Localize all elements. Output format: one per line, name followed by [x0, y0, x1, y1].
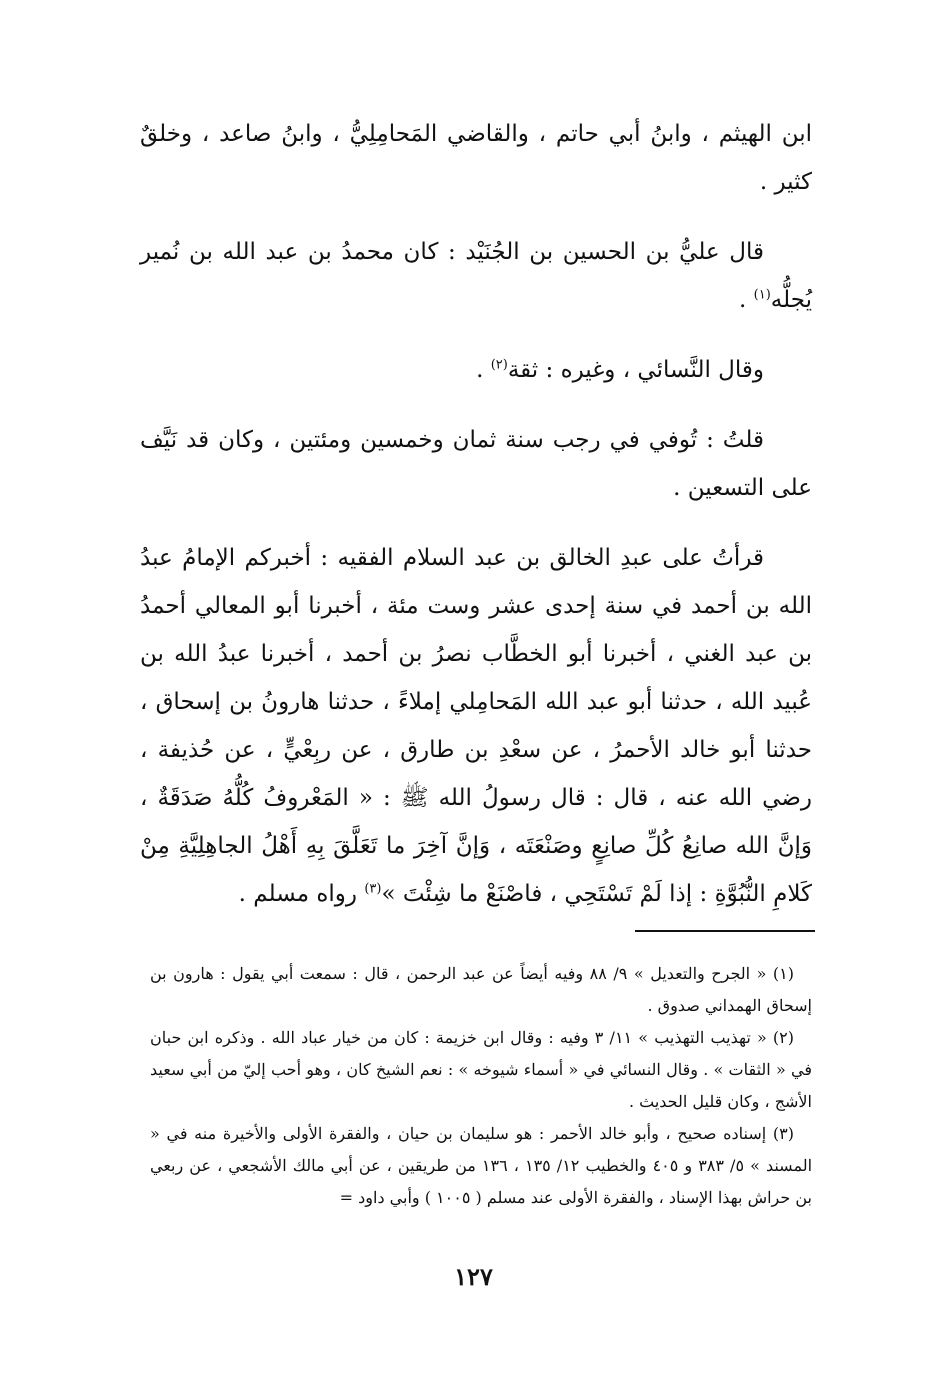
paragraph-text: قرأتُ على عبدِ الخالق بن عبد السلام الفقيه : أخبركم الإمامُ عبدُ الله بن أحمد في سنة إحدى عشر وست مئة ، أخبرنا أبو المعالي أحمدُ بن عبد الغني ، أخبرنا أبو الخطَّاب نصرُ بن أحمد ، أخبرنا عبدُ الله بن عُبيد الله ، حدثنا أبو عبد الله المَحامِلي إملاءً ، حدثنا هارونُ بن إسحاق ، حدثنا أبو خالد الأحمرُ ، عن سعْدِ بن طارق ، عن ربِعْيٍّ ، عن حُذيفة ، رضي الله عنه ، قال : قال رسولُ الله ﷺ : « المَعْروفُ كُلُّهُ صَدَقَةٌ ، وَإنَّ الله صانِعُ كُلِّ صانِعٍ وصَنْعَتَه ، وَإنَّ آخِرَ ما تَعَلَّقَ بِهِ أَهْلُ الجاهِلِيَّةِ مِنْ كَلامِ النُّبُوَّةِ : إذا لَمْ تَسْتَحِي ، فاصْنَعْ ما شِئْتَ » — [140, 545, 812, 907]
paragraph-ibn-al-junayd-quote — [140, 228, 812, 324]
paragraph-tail: . — [476, 357, 491, 383]
paragraph-tail: رواه مسلم . — [238, 881, 365, 907]
paragraph-death-date — [140, 416, 812, 512]
footnotes-section — [150, 958, 812, 1214]
main-text-body — [140, 110, 812, 940]
footnote-reference: (١) — [753, 287, 771, 303]
paragraph-text: ابن الهيثم ، وابنُ أبي حاتم ، والقاضي المَحامِلِيُّ ، وابنُ صاعد ، وخلقٌ كثير . — [140, 121, 812, 195]
paragraph-tail: . — [739, 287, 754, 313]
paragraph-text: قلتُ : تُوفي في رجب سنة ثمان وخمسين ومئتين ، وكان قد نَيَّف على التسعين . — [140, 427, 812, 501]
paragraph-nasai-quote — [140, 346, 812, 394]
footnote-reference: (٢) — [490, 357, 508, 373]
footnote-1: (١) « الجرح والتعديل » ٩/ ٨٨ وفيه أيضاً عن عبد الرحمن ، قال : سمعت أبي يقول : هارون بن إسحاق الهمداني صدوق . — [150, 964, 812, 1015]
footnote-reference: (٣) — [364, 881, 382, 897]
footnote-2: (٢) « تهذيب التهذيب » ١١/ ٣ وفيه : وقال ابن خزيمة : كان من خيار عباد الله . وذكره ابن حبان في « الثقات » . وقال النسائي في « أسماء شيوخه » : نعم الشيخ كان ، وهو أحب إليّ من أبي سعيد الأشج ، وكان قليل الحديث . — [150, 1028, 812, 1111]
paragraph-students — [140, 110, 812, 206]
footnote-3: (٣) إسناده صحيح ، وأبو خالد الأحمر : هو سليمان بن حيان ، والفقرة الأولى والأخيرة منه في « المسند » ٥/ ٣٨٣ و ٤٠٥ والخطيب ١٢/ ١٣٥ ، ١٣٦ من طريقين ، عن أبي مالك الأشجعي ، عن ربعي بن حراش بهذا الإسناد ، والفقرة الأولى عند مسلم ( ١٠٠٥ ) وأبي داود = — [150, 1124, 813, 1207]
page-number: ١٢٧ — [454, 1262, 493, 1291]
paragraph-text: قال عليُّ بن الحسين بن الجُنَيْد : كان محمدُ بن عبد الله بن نُمير يُجلُّه — [140, 239, 812, 313]
footnote-separator-rule — [635, 930, 815, 932]
paragraph-hadith-narration — [140, 534, 812, 918]
paragraph-text: وقال النَّسائي ، وغيره : ثقة — [507, 357, 764, 383]
